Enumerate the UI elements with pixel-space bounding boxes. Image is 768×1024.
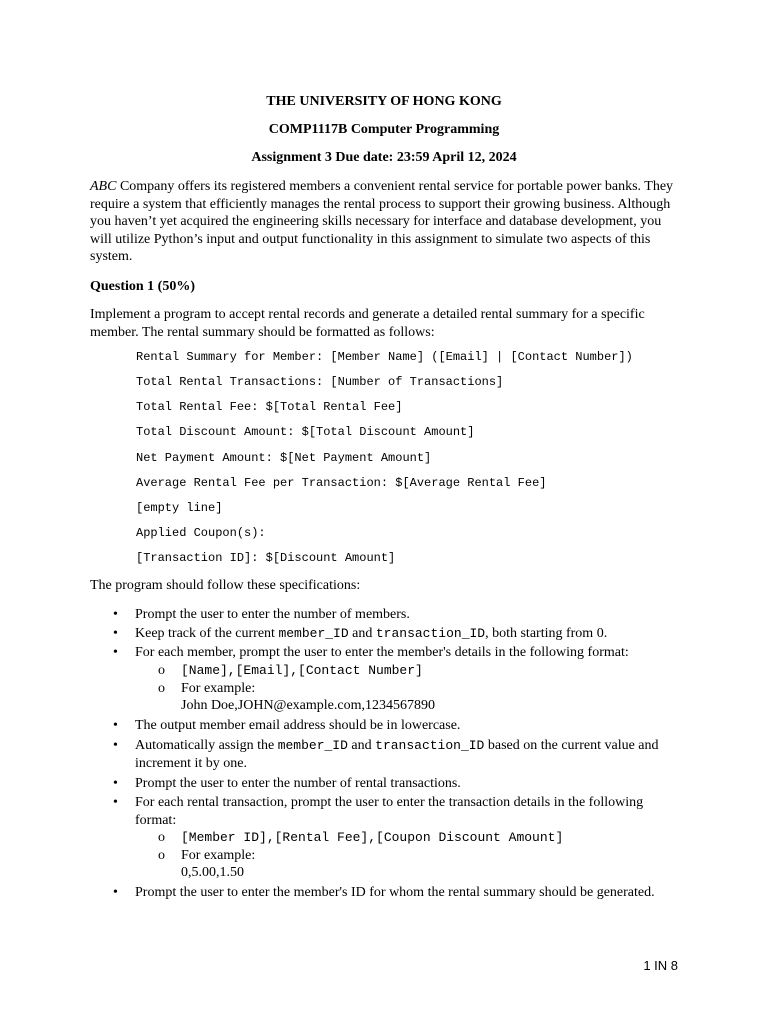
sub-bullet-glyph: o — [158, 848, 165, 863]
text-fragment: , both starting from 0. — [485, 626, 608, 641]
sub-bullet-glyph: o — [158, 830, 165, 845]
code-transaction-id: transaction_ID — [375, 626, 486, 641]
bullet-text — [135, 737, 683, 773]
spec-intro: The program should follow these specifications: — [90, 578, 361, 593]
bullet-glyph: • — [113, 626, 118, 641]
text-fragment: Automatically assign the — [135, 738, 278, 753]
bullet-text: Prompt the user to enter the number of rental transactions. — [135, 776, 461, 791]
code-member-id: member_ID — [278, 626, 349, 641]
code-transaction-id: transaction_ID — [375, 738, 485, 753]
bullet-text — [135, 625, 683, 643]
code-member-id: member_ID — [277, 738, 348, 753]
format-line: Net Payment Amount: $[Net Payment Amount] — [136, 451, 432, 465]
question-1-heading: Question 1 (50%) — [90, 279, 195, 294]
course-title: COMP1117B Computer Programming — [268, 122, 500, 137]
example-label: For example: — [181, 848, 256, 863]
bullet-text: The output member email address should be in lowercase. — [135, 718, 461, 733]
format-line: Total Rental Transactions: [Number of Transactions] — [136, 375, 504, 389]
bullet-text: For each member, prompt the user to enter the member's details in the following format: — [135, 645, 629, 660]
member-example: John Doe,JOHN@example.com,1234567890 — [181, 698, 435, 713]
text-fragment: and — [347, 738, 376, 753]
transaction-format: [Member ID],[Rental Fee],[Coupon Discount Amount] — [181, 830, 564, 845]
bullet-glyph: • — [113, 607, 118, 622]
format-line: Total Rental Fee: $[Total Rental Fee] — [136, 400, 403, 414]
sub-bullet-glyph: o — [158, 681, 165, 696]
bullet-glyph: • — [113, 645, 118, 660]
format-line: [Transaction ID]: $[Discount Amount] — [136, 551, 396, 565]
bullet-text: For each rental transaction, prompt the user to enter the transaction details in the following format: — [135, 795, 644, 828]
university-title: THE UNIVERSITY OF HONG KONG — [266, 94, 502, 109]
bullet-glyph: • — [113, 885, 118, 900]
company-name: ABC — [90, 179, 117, 194]
format-line: Total Discount Amount: $[Total Discount Amount] — [136, 425, 475, 439]
intro-paragraph — [90, 178, 680, 266]
page-number: 1 IN 8 — [643, 958, 678, 973]
text-fragment: and — [348, 626, 376, 641]
format-line: Applied Coupon(s): — [136, 526, 266, 540]
format-line: Average Rental Fee per Transaction: $[Average Rental Fee] — [136, 476, 547, 490]
bullet-glyph: • — [113, 718, 118, 733]
sub-bullet-glyph: o — [158, 663, 165, 678]
bullet-glyph: • — [113, 795, 118, 810]
example-label: For example: — [181, 681, 256, 696]
bullet-text: Prompt the user to enter the number of members. — [135, 607, 410, 622]
member-format: [Name],[Email],[Contact Number] — [181, 663, 423, 678]
question-1-description: Implement a program to accept rental records and generate a detailed rental summary for a specific member. The rental summary should be formatted as follows: — [90, 307, 645, 340]
text-fragment: based on the current value and increment it by one. — [135, 738, 659, 771]
format-line: Rental Summary for Member: [Member Name] ([Email] | [Contact Number]) — [136, 350, 633, 364]
text-fragment: Keep track of the current — [135, 626, 279, 641]
bullet-glyph: • — [113, 738, 118, 753]
assignment-title: Assignment 3 Due date: 23:59 April 12, 2024 — [251, 150, 517, 165]
bullet-glyph: • — [113, 776, 118, 791]
transaction-example: 0,5.00,1.50 — [181, 865, 244, 880]
intro-text: Company offers its registered members a convenient rental service for portable power banks. They require a system that efficiently manages the rental process to support their growing business. Although you haven’t yet acquired the engineering skills necessary for interface and database development, you will utilize Python’s input and output functionality in this assignment to simulate two aspects of this system. — [90, 179, 674, 264]
bullet-text: Prompt the user to enter the member's ID for whom the rental summary should be generated. — [135, 885, 655, 900]
format-line: [empty line] — [136, 501, 223, 515]
